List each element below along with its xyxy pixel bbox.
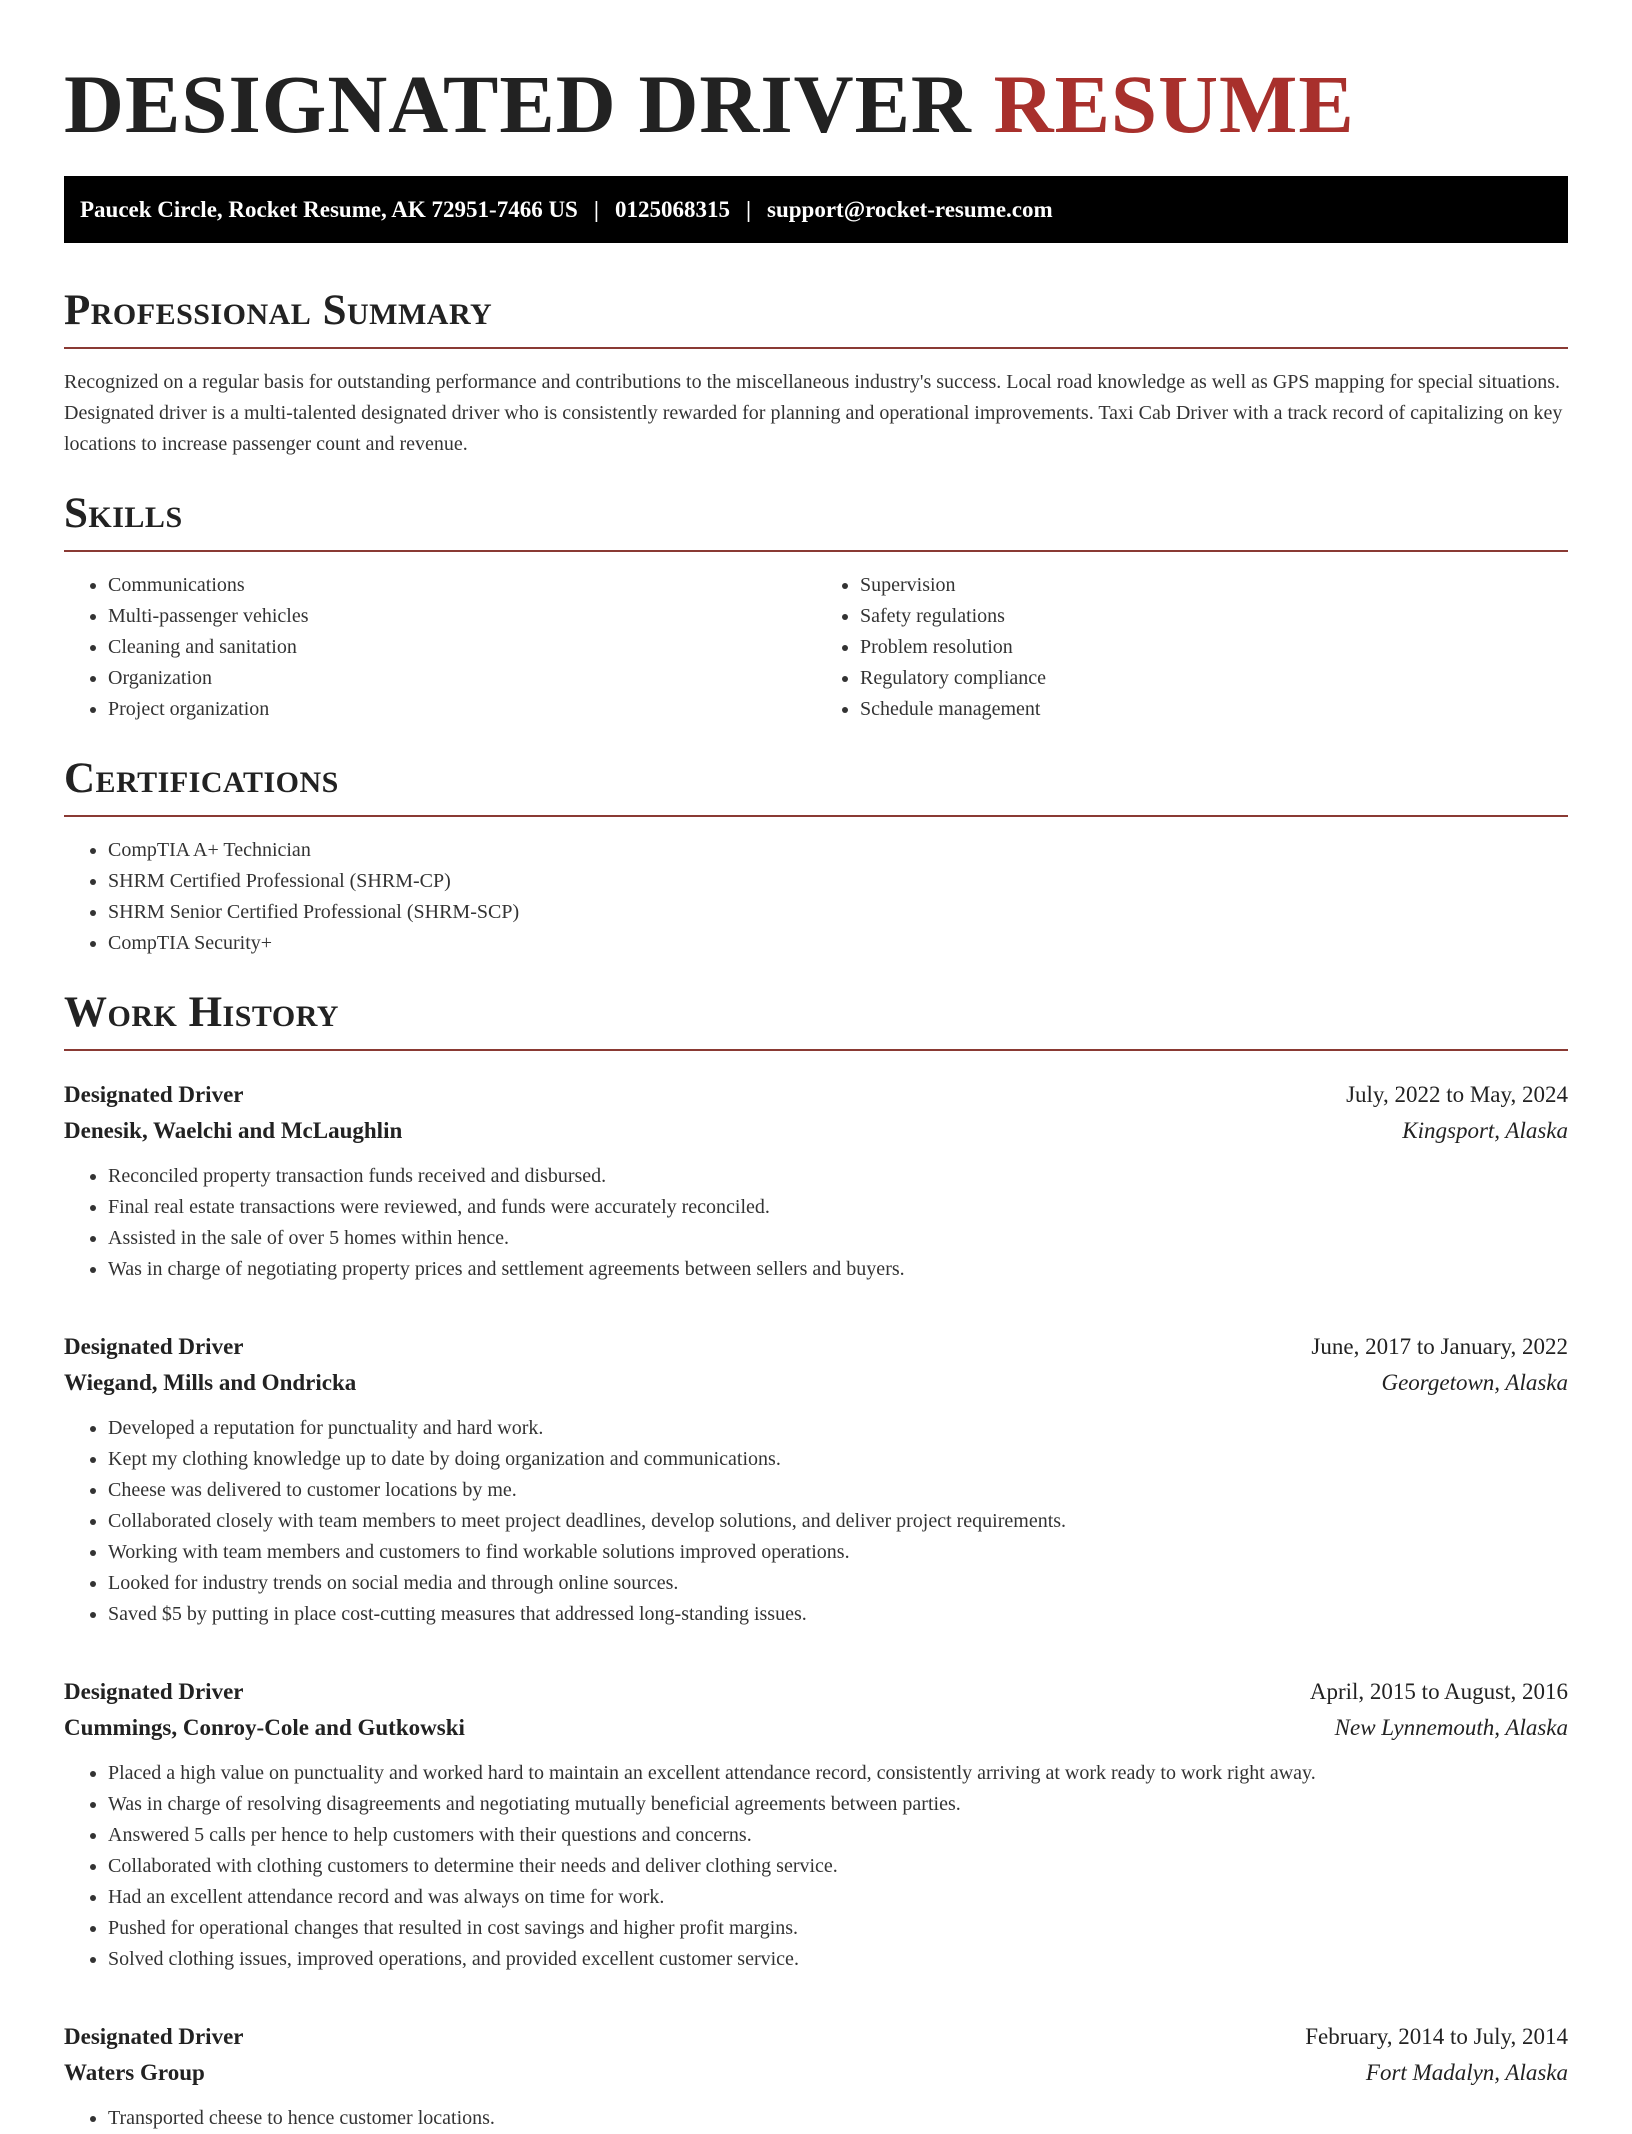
job-duties-list bbox=[64, 2103, 1568, 2134]
job-duty: • Developed a reputation for punctuality and hard work. bbox=[108, 1413, 1568, 1444]
skill-item: • Project organization bbox=[108, 694, 816, 725]
job-location: Georgetown, Alaska bbox=[1381, 1370, 1568, 1395]
certifications-section bbox=[64, 755, 1568, 959]
job-duty: • Had an excellent attendance record and was always on time for work. bbox=[108, 1882, 1568, 1913]
certification-item: • CompTIA Security+ bbox=[108, 928, 1568, 959]
section-divider bbox=[64, 815, 1568, 817]
skill-item: • Supervision bbox=[860, 570, 1568, 601]
job-duty: • Reconciled property transaction funds received and disbursed. bbox=[108, 1161, 1568, 1192]
job-dates: July, 2022 to May, 2024 bbox=[1346, 1082, 1568, 1107]
job-location: Fort Madalyn, Alaska bbox=[1365, 2060, 1568, 2085]
contact-separator: | bbox=[745, 196, 752, 222]
job-title: Designated Driver bbox=[64, 2024, 244, 2049]
job-dates: June, 2017 to January, 2022 bbox=[1311, 1334, 1568, 1359]
job-duty: • Working with team members and customers to find workable solutions improved operations. bbox=[108, 1537, 1568, 1568]
skill-item: • Cleaning and sanitation bbox=[108, 632, 816, 663]
job-dates: April, 2015 to August, 2016 bbox=[1309, 1679, 1568, 1704]
skills-list-left bbox=[64, 570, 816, 725]
certification-item: • CompTIA A+ Technician bbox=[108, 835, 1568, 866]
section-heading-summary: Professional Summary bbox=[64, 287, 493, 334]
job-company: Waters Group bbox=[64, 2060, 205, 2085]
skill-item: • Schedule management bbox=[860, 694, 1568, 725]
job-company: Cummings, Conroy-Cole and Gutkowski bbox=[64, 1715, 465, 1740]
section-heading-certifications: Certifications bbox=[64, 755, 339, 802]
job-duty: • Kept my clothing knowledge up to date by doing organization and communications. bbox=[108, 1444, 1568, 1475]
job-entry bbox=[64, 1329, 1568, 1630]
section-divider bbox=[64, 1049, 1568, 1051]
work-history-section bbox=[64, 989, 1568, 2134]
job-entry bbox=[64, 2019, 1568, 2134]
job-duty: • Was in charge of resolving disagreements and negotiating mutually beneficial agreements between parties. bbox=[108, 1789, 1568, 1820]
summary-section bbox=[64, 287, 1568, 460]
summary-text: Recognized on a regular basis for outstanding performance and contributions to the miscellaneous industry's success. Local road knowledge as well as GPS mapping for special situations. Designated driver is a multi-talented designated driver who is consistently rewarded for planning and operational improvements. Taxi Cab Driver with a track record of capitalizing on key locations to increase passenger count and revenue. bbox=[64, 371, 1563, 455]
job-duty: • Answered 5 calls per hence to help customers with their questions and concerns. bbox=[108, 1820, 1568, 1851]
job-entry bbox=[64, 1674, 1568, 1975]
job-duty: • Final real estate transactions were reviewed, and funds were accurately reconciled. bbox=[108, 1192, 1568, 1223]
job-company: Wiegand, Mills and Ondricka bbox=[64, 1370, 357, 1395]
skills-grid bbox=[64, 570, 1568, 725]
job-duty: • Was in charge of negotiating property prices and settlement agreements between sellers and buyers. bbox=[108, 1254, 1568, 1285]
job-entry bbox=[64, 1077, 1568, 1285]
skill-item: • Organization bbox=[108, 663, 816, 694]
skill-item: • Problem resolution bbox=[860, 632, 1568, 663]
certification-item: • SHRM Senior Certified Professional (SHRM-SCP) bbox=[108, 897, 1568, 928]
job-duty: • Collaborated closely with team members to meet project deadlines, develop solutions, and deliver project requirements. bbox=[108, 1506, 1568, 1537]
section-divider bbox=[64, 550, 1568, 552]
job-duty: • Saved $5 by putting in place cost-cutting measures that addressed long-standing issues. bbox=[108, 1599, 1568, 1630]
certifications-list bbox=[64, 835, 1568, 959]
section-divider bbox=[64, 347, 1568, 349]
job-duty: • Placed a high value on punctuality and worked hard to maintain an excellent attendance record, consistently arriving at work ready to work right away. bbox=[108, 1758, 1568, 1789]
title-main: DESIGNATED DRIVER bbox=[64, 58, 972, 150]
skills-section bbox=[64, 490, 1568, 725]
certification-item: • SHRM Certified Professional (SHRM-CP) bbox=[108, 866, 1568, 897]
job-company: Denesik, Waelchi and McLaughlin bbox=[64, 1118, 403, 1143]
job-duties-list bbox=[64, 1161, 1568, 1285]
job-duties-list bbox=[64, 1758, 1568, 1975]
job-title: Designated Driver bbox=[64, 1334, 244, 1359]
contact-email: support@rocket-resume.com bbox=[767, 196, 1053, 222]
skill-item: • Communications bbox=[108, 570, 816, 601]
resume-title bbox=[64, 56, 1568, 152]
job-duty: • Assisted in the sale of over 5 homes within hence. bbox=[108, 1223, 1568, 1254]
skill-item: • Multi-passenger vehicles bbox=[108, 601, 816, 632]
section-heading-skills: Skills bbox=[64, 490, 183, 537]
contact-phone: 0125068315 bbox=[614, 196, 730, 222]
job-title: Designated Driver bbox=[64, 1082, 244, 1107]
job-location: New Lynnemouth, Alaska bbox=[1334, 1715, 1568, 1740]
job-title: Designated Driver bbox=[64, 1679, 244, 1704]
job-duty: • Looked for industry trends on social media and through online sources. bbox=[108, 1568, 1568, 1599]
skills-list-right bbox=[816, 570, 1568, 725]
contact-separator: | bbox=[593, 196, 599, 222]
section-heading-work-history: Work History bbox=[64, 989, 339, 1036]
job-duty: • Solved clothing issues, improved operations, and provided excellent customer service. bbox=[108, 1944, 1568, 1975]
job-duties-list bbox=[64, 1413, 1568, 1630]
title-accent: RESUME bbox=[993, 58, 1355, 150]
job-duty: • Collaborated with clothing customers to determine their needs and deliver clothing service. bbox=[108, 1851, 1568, 1882]
job-location: Kingsport, Alaska bbox=[1402, 1118, 1568, 1143]
job-duty: • Transported cheese to hence customer locations. bbox=[108, 2103, 1568, 2134]
contact-address: Paucek Circle, Rocket Resume, AK 72951-7466 US bbox=[80, 196, 578, 222]
job-duty: • Cheese was delivered to customer locations by me. bbox=[108, 1475, 1568, 1506]
contact-bar bbox=[64, 176, 1568, 243]
skill-item: • Safety regulations bbox=[860, 601, 1568, 632]
skill-item: • Regulatory compliance bbox=[860, 663, 1568, 694]
job-duty: • Pushed for operational changes that resulted in cost savings and higher profit margins. bbox=[108, 1913, 1568, 1944]
job-dates: February, 2014 to July, 2014 bbox=[1305, 2024, 1568, 2049]
